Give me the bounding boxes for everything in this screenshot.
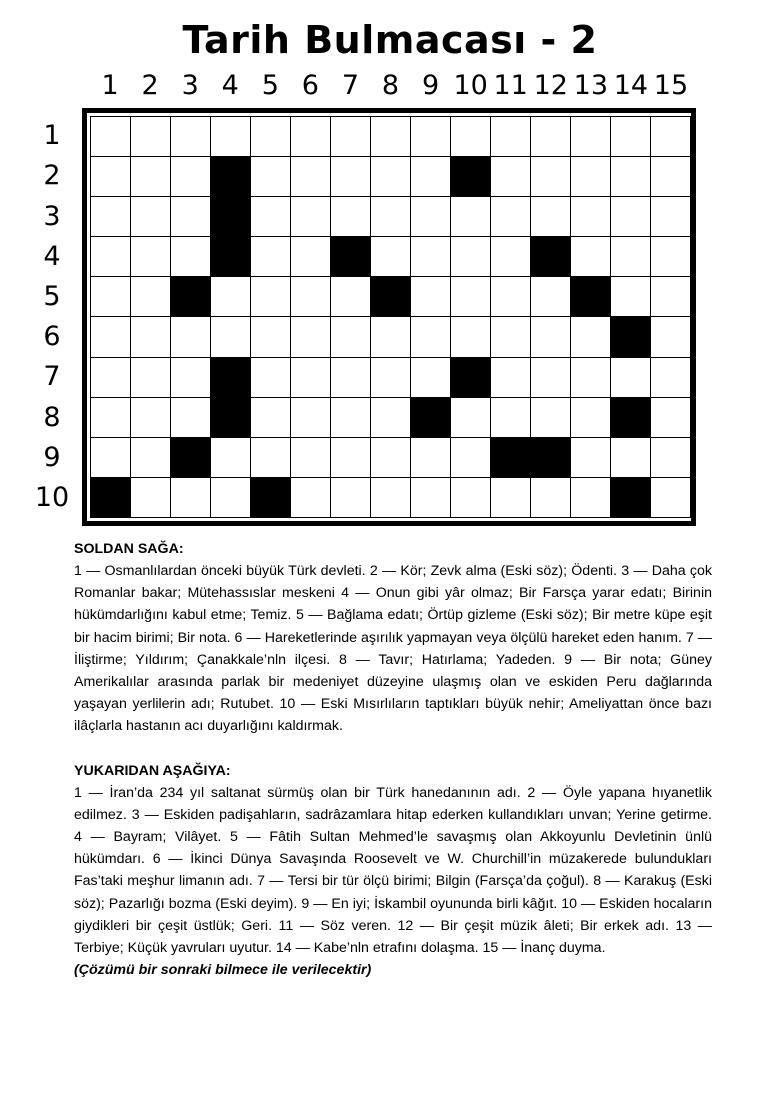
answer-cell[interactable] [91,277,131,317]
answer-cell[interactable] [291,478,331,518]
answer-cell[interactable] [371,237,411,277]
column-number: 12 [533,70,568,101]
black-cell [211,197,251,237]
black-cell [571,277,611,317]
answer-cell[interactable] [651,117,691,157]
answer-cell[interactable] [131,157,171,197]
answer-cell[interactable] [531,117,571,157]
answer-cell[interactable] [371,478,411,518]
answer-cell[interactable] [571,197,611,237]
black-cell [331,237,371,277]
across-clues: 1 — Osmanlılardan önceki büyük Türk devleti. 2 — Kör; Zevk alma (Eski söz); Ödenti. 3 — Daha çok Romanlar bakar; Mütehassıslar meskeni 4 — Onun gibi yâr olmaz; Bir Farsça yarar edatı; Birinin hükümdarlığını kabul etme; Temiz. 5 — Bağlama edatı; Örtüp gizleme (Eski söz); Bir metre küpe eşit bir hacim birimi; Bir nota. 6 — Hareketlerinde aşırılık yapmayan veya ölçülü hareket eden hanım. 7 — İliştirme; Yıldırım; Çanakkale’nln ilçesi. 8 — Tavır; Hatırlama; Yadeden. 9 — Bir nota; Güney Amerikalılar arasında parlak bir medeniyet düzeyine ulaşmış olan ve eskiden Peru dağlarında yaşayan yerlilerin adı; Rutubet. 10 — Eski Mısırlıların taptıkları büyük nehir; Ameliyattan önce bazı ilâçlarla hastanın acı duyarlığını kaldırmak. [74,563,712,735]
solution-note: (Çözümü bir sonraki bilmece ile verilecektir) [74,962,372,979]
answer-cell[interactable] [611,197,651,237]
answer-cell[interactable] [611,277,651,317]
answer-cell[interactable] [291,117,331,157]
column-number: 1 [101,70,119,101]
column-number: 13 [573,70,608,101]
answer-cell[interactable] [651,478,691,518]
row-number: 1 [43,120,61,152]
answer-cell[interactable] [491,317,531,357]
answer-cell[interactable] [611,438,651,478]
answer-cell[interactable] [371,317,411,357]
down-heading: YUKARIDAN AŞAĞIYA: [74,762,231,779]
column-number: 4 [221,70,239,101]
column-number: 11 [493,70,528,101]
answer-cell[interactable] [251,117,291,157]
answer-cell[interactable] [211,438,251,478]
answer-cell[interactable] [411,277,451,317]
answer-cell[interactable] [651,157,691,197]
answer-cell[interactable] [251,157,291,197]
answer-cell[interactable] [291,358,331,398]
answer-cell[interactable] [651,438,691,478]
answer-cell[interactable] [251,197,291,237]
answer-cell[interactable] [651,197,691,237]
black-cell [611,398,651,438]
answer-cell[interactable] [571,157,611,197]
black-cell [211,237,251,277]
answer-cell[interactable] [331,117,371,157]
answer-cell[interactable] [451,197,491,237]
answer-cell[interactable] [491,358,531,398]
answer-cell[interactable] [91,157,131,197]
answer-cell[interactable] [131,197,171,237]
row-number: 3 [43,200,61,232]
answer-cell[interactable] [331,157,371,197]
answer-cell[interactable] [91,197,131,237]
answer-cell[interactable] [451,237,491,277]
answer-cell[interactable] [491,478,531,518]
column-number: 10 [453,70,488,101]
column-number: 8 [381,70,400,101]
answer-cell[interactable] [491,117,531,157]
answer-cell[interactable] [451,478,491,518]
answer-cell[interactable] [491,398,531,438]
answer-cell[interactable] [251,237,291,277]
row-number: 4 [43,240,61,272]
answer-cell[interactable] [291,237,331,277]
answer-cell[interactable] [211,117,251,157]
answer-cell[interactable] [371,358,411,398]
answer-cell[interactable] [91,438,131,478]
answer-cell[interactable] [211,478,251,518]
answer-cell[interactable] [531,398,571,438]
answer-cell[interactable] [171,117,211,157]
answer-cell[interactable] [531,317,571,357]
clues-section [74,538,712,981]
answer-cell[interactable] [291,317,331,357]
row-number: 7 [43,361,61,393]
column-number: 3 [181,70,199,101]
black-cell [211,398,251,438]
answer-cell[interactable] [131,117,171,157]
crossword-grid [90,116,691,518]
answer-cell[interactable] [531,277,571,317]
black-cell [451,157,491,197]
black-cell [251,478,291,518]
row-number: 8 [43,401,61,433]
black-cell [371,277,411,317]
answer-cell[interactable] [131,237,171,277]
answer-cell[interactable] [91,237,131,277]
answer-cell[interactable] [411,117,451,157]
answer-cell[interactable] [611,157,651,197]
answer-cell[interactable] [251,358,291,398]
answer-cell[interactable] [411,197,451,237]
answer-cell[interactable] [131,277,171,317]
answer-cell[interactable] [371,438,411,478]
answer-cell[interactable] [611,358,651,398]
answer-cell[interactable] [171,478,211,518]
answer-cell[interactable] [131,478,171,518]
answer-cell[interactable] [411,358,451,398]
answer-cell[interactable] [491,237,531,277]
answer-cell[interactable] [651,317,691,357]
column-number: 9 [421,70,440,101]
answer-cell[interactable] [371,197,411,237]
answer-cell[interactable] [171,197,211,237]
answer-cell[interactable] [491,197,531,237]
answer-cell[interactable] [651,277,691,317]
answer-cell[interactable] [331,197,371,237]
answer-cell[interactable] [291,438,331,478]
answer-cell[interactable] [291,157,331,197]
black-cell [171,438,211,478]
answer-cell[interactable] [451,398,491,438]
answer-cell[interactable] [91,398,131,438]
answer-cell[interactable] [131,398,171,438]
answer-cell[interactable] [571,237,611,277]
answer-cell[interactable] [411,317,451,357]
black-cell [171,277,211,317]
answer-cell[interactable] [371,398,411,438]
answer-cell[interactable] [171,317,211,357]
answer-cell[interactable] [571,398,611,438]
row-number: 6 [43,321,61,353]
black-cell [211,358,251,398]
answer-cell[interactable] [411,478,451,518]
answer-cell[interactable] [491,157,531,197]
black-cell [211,157,251,197]
answer-cell[interactable] [211,317,251,357]
answer-cell[interactable] [331,438,371,478]
answer-cell[interactable] [451,438,491,478]
answer-cell[interactable] [91,317,131,357]
black-cell [411,398,451,438]
answer-cell[interactable] [451,117,491,157]
answer-cell[interactable] [131,358,171,398]
answer-cell[interactable] [131,438,171,478]
row-number: 10 [34,481,70,513]
column-number: 14 [613,70,649,101]
answer-cell[interactable] [491,277,531,317]
black-cell [451,358,491,398]
answer-cell[interactable] [251,277,291,317]
down-clues-text: 1 — İran’da 234 yıl saltanat sürmüş olan bir Türk hanedanının adı. 2 — Öyle yapana hıyanetlik edilmez. 3 — Eskiden padişahların, sadrâzamlara hitap ederken kullandıkları unvan; Yerine getirme. 4 — Bayram; Vilâyet. 5 — Fâtih Sultan Mehmed’le savaşmış olan Akkoyunlu Devletinin ünlü hükümdarı. 6 — İkinci Dünya Savaşında Roosevelt ve W. Churchill’in müzakerede bulundukları Fas’taki meşhur limanın adı. 7 — Tersi bir tür ölçü birimi; Bilgin (Farsça’da çoğul). 8 — Karakuş (Eski söz); Pazarlığı bozma (Eski deyim). 9 — En iyi; İskambil oyununda birli kâğıt. 10 — Eskiden hocaların giydikleri bir çeşit üstlük; Geri. 11 — Söz veren. 12 — Bir çeşit müzik âleti; Bir erkek adı. 13 — Terbiye; Küçük yavruları uyutur. 14 — Kabe’nln etrafını dolaşma. 15 — İnanç duyma. [74,784,712,957]
answer-cell[interactable] [291,277,331,317]
row-number: 9 [43,441,61,473]
answer-cell[interactable] [131,317,171,357]
black-cell [91,478,131,518]
answer-cell[interactable] [371,117,411,157]
answer-cell[interactable] [91,358,131,398]
row-number: 2 [43,160,61,192]
answer-cell[interactable] [331,478,371,518]
answer-cell[interactable] [331,398,371,438]
black-cell [531,237,571,277]
black-cell [611,317,651,357]
answer-cell[interactable] [411,438,451,478]
answer-cell[interactable] [571,117,611,157]
column-number: 15 [653,70,689,101]
answer-cell[interactable] [531,197,571,237]
answer-cell[interactable] [171,157,211,197]
down-clues [74,782,712,982]
answer-cell[interactable] [171,398,211,438]
answer-cell[interactable] [331,317,371,357]
answer-cell[interactable] [451,317,491,357]
answer-cell[interactable] [251,398,291,438]
answer-cell[interactable] [331,277,371,317]
answer-cell[interactable] [651,398,691,438]
black-cell [611,478,651,518]
column-number: 2 [141,70,159,101]
answer-cell[interactable] [611,237,651,277]
answer-cell[interactable] [91,117,131,157]
answer-cell[interactable] [531,157,571,197]
answer-cell[interactable] [211,277,251,317]
answer-cell[interactable] [531,358,571,398]
answer-cell[interactable] [571,438,611,478]
answer-cell[interactable] [611,117,651,157]
answer-cell[interactable] [411,157,451,197]
answer-cell[interactable] [251,317,291,357]
answer-cell[interactable] [171,237,211,277]
answer-cell[interactable] [571,317,611,357]
answer-cell[interactable] [411,237,451,277]
answer-cell[interactable] [251,438,291,478]
column-number: 6 [301,70,319,101]
answer-cell[interactable] [371,157,411,197]
answer-cell[interactable] [171,358,211,398]
answer-cell[interactable] [331,358,371,398]
black-cell [531,438,571,478]
column-number: 5 [261,70,279,101]
column-number: 7 [341,70,360,101]
answer-cell[interactable] [571,478,611,518]
answer-cell[interactable] [531,478,571,518]
answer-cell[interactable] [651,358,691,398]
row-number: 5 [43,280,61,312]
black-cell [491,438,531,478]
answer-cell[interactable] [291,398,331,438]
answer-cell[interactable] [571,358,611,398]
answer-cell[interactable] [451,277,491,317]
answer-cell[interactable] [291,197,331,237]
puzzle-title: Tarih Bulmacası - 2 [182,18,598,62]
answer-cell[interactable] [651,237,691,277]
across-heading: SOLDAN SAĞA: [74,541,184,557]
